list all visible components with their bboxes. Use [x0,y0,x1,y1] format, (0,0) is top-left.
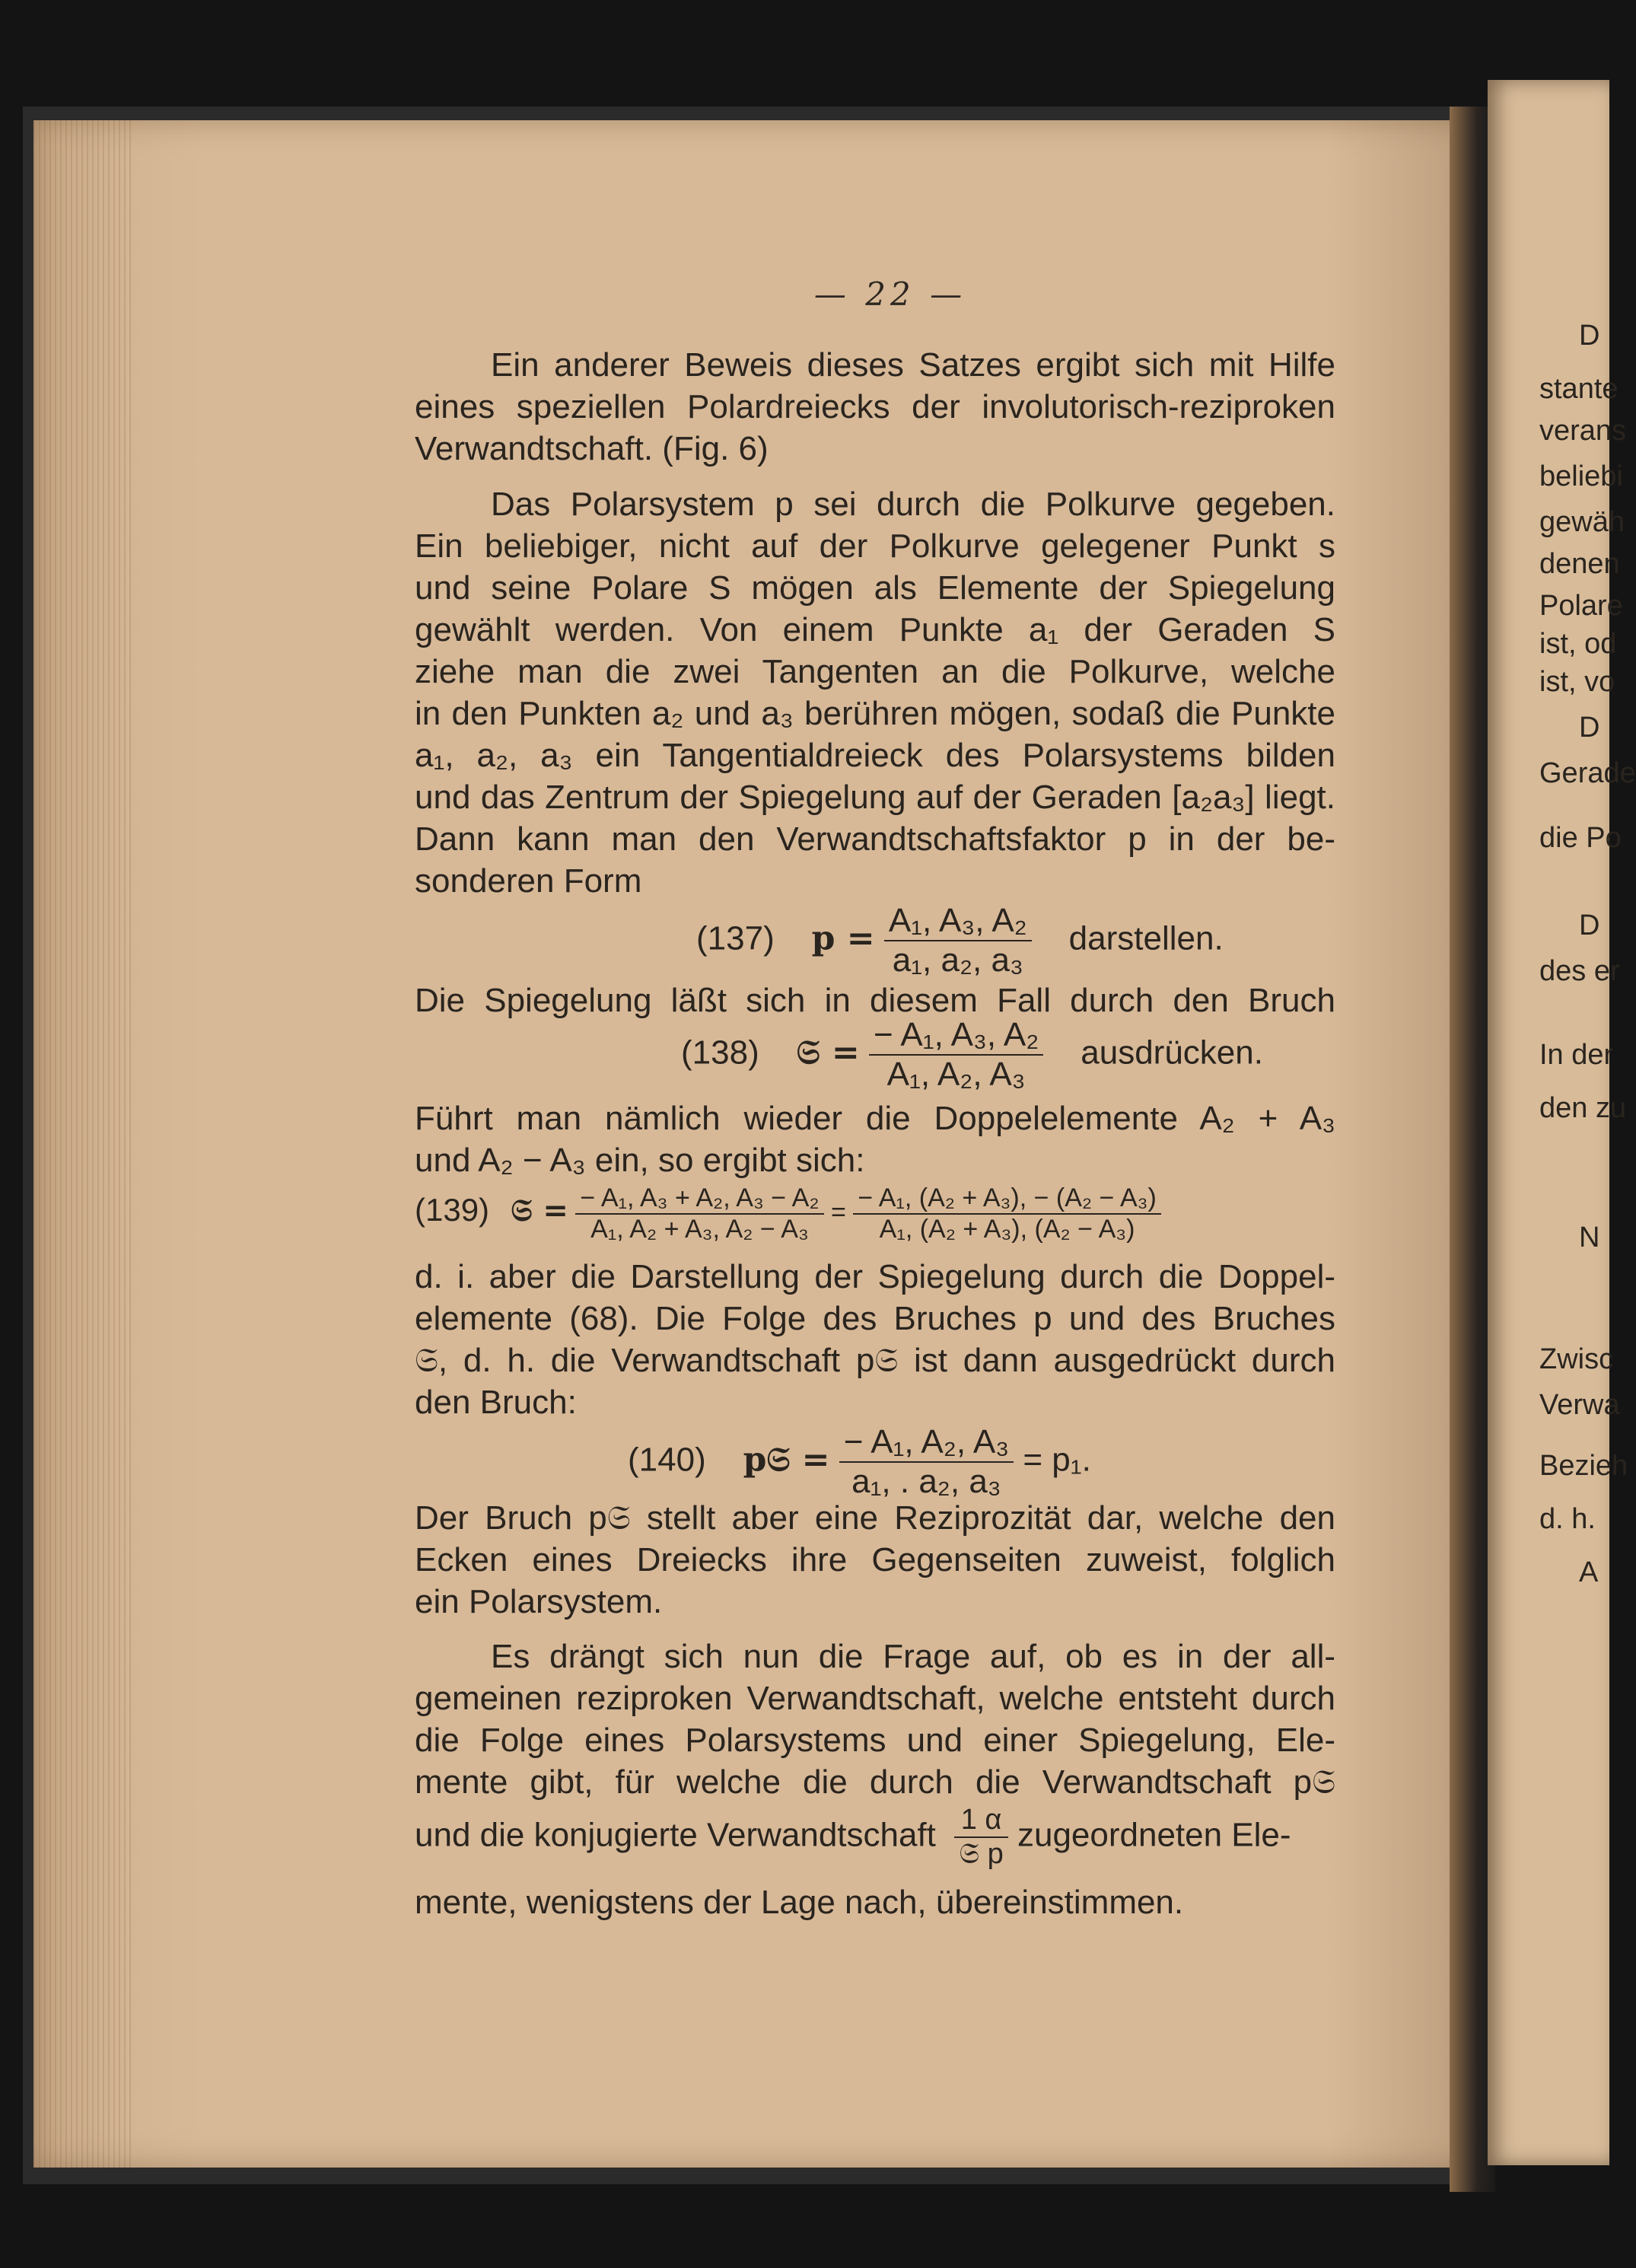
next-page-edge [1488,80,1636,2165]
fraction-numerator: − A₁, (A₂ + A₃), − (A₂ − A₃) [853,1183,1161,1215]
next-page-fragment: N [1579,1222,1600,1253]
text-line: Die Spiegelung läßt sich in diesem Fall durch den Bruch [415,982,1335,1019]
text-line: mente, wenigstens der Lage nach, übereinstimmen. [415,1884,1184,1921]
next-page-fragment: Polare [1539,590,1623,622]
text-line: Ein beliebiger, nicht auf der Polkurve gelegener Punkt s [415,527,1335,565]
text-line: Führt man nämlich wieder die Doppelelemente A₂ + A₃ [415,1100,1335,1137]
fraction-numerator: − A₁, A₃ + A₂, A₃ − A₂ [575,1183,823,1215]
next-page-fragment: d. h. [1539,1503,1596,1535]
equation-fraction [869,1016,1043,1094]
text-line: mente gibt, für welche die durch die Verwandtschaft p𝔖 [415,1763,1335,1801]
next-page-fragment: D [1579,909,1600,941]
equation-lhs: 𝔖 = [796,1033,860,1072]
text-line: Ein anderer Beweis dieses Satzes ergibt sich mit Hilfe [491,346,1335,384]
equation-139 [415,1183,1161,1244]
text-line: und seine Polare S mögen als Elemente der Spiegelung [415,569,1335,607]
fraction-denominator: a₁, . a₂, a₃ [851,1463,1001,1500]
text-line: Das Polarsystem p sei durch die Polkurve gegeben. [491,486,1335,523]
next-page-fragment: D [1579,320,1600,352]
next-page-fragment: Verwa [1539,1389,1620,1421]
fraction-numerator: − A₁, A₃, A₂ [869,1016,1043,1056]
next-page-fragment: In der [1539,1039,1614,1071]
next-page-fragment: A [1579,1556,1599,1588]
text-line: gemeinen reziproken Verwandtschaft, welche entsteht durch [415,1680,1335,1717]
page-fore-edge [33,120,132,2168]
fraction-numerator: A₁, A₃, A₂ [884,902,1032,941]
next-page-fragment: des er [1539,955,1620,987]
equation-fraction [839,1423,1014,1501]
text-line: Ecken eines Dreiecks ihre Gegenseiten zuweist, folglich [415,1541,1335,1578]
text-line: Es drängt sich nun die Frage auf, ob es in der all- [491,1638,1335,1675]
text-line: sonderen Form [415,862,642,900]
next-page-fragment: ist, vo [1539,666,1615,698]
text-line: Dann kann man den Verwandtschaftsfaktor p in der be- [415,820,1335,858]
equation-lhs: p𝔖 = [743,1440,830,1480]
equation-fraction [884,902,1032,980]
line-text-after: zugeordneten Ele- [1017,1816,1291,1854]
text-line: d. i. aber die Darstellung der Spiegelung durch die Doppel- [415,1258,1335,1295]
fraction-denominator: 𝔖 p [959,1838,1004,1870]
text-line: gewählt werden. Von einem Punkte a₁ der Geraden S [415,611,1335,648]
next-page-fragment: verans [1539,415,1627,447]
fraction-numerator: 1 α [954,1804,1007,1838]
equation-fraction [853,1183,1161,1244]
text-line: ein Polarsystem. [415,1583,663,1620]
next-page-fragment: gewäh [1539,506,1625,538]
equals-sign: = [831,1197,846,1227]
text-line: 𝔖, d. h. die Verwandtschaft p𝔖 ist dann ausgedrückt durch [415,1342,1335,1379]
text-line: eines speziellen Polardreiecks der involutorisch-reziproken [415,388,1335,425]
fraction-denominator: A₁, A₂ + A₃, A₂ − A₃ [590,1215,809,1244]
equation-number: (139) [415,1191,490,1228]
equation-140 [628,1423,1091,1501]
next-page-fragment: beliebi [1539,460,1623,492]
next-page-fragment: stante [1539,373,1618,405]
equation-suffix: darstellen. [1068,919,1224,957]
text-line: die Folge eines Polarsystems und einer Spiegelung, Ele- [415,1722,1335,1759]
text-line: und das Zentrum der Spiegelung auf der Geraden [a₂a₃] liegt. [415,779,1335,816]
text-line: Der Bruch p𝔖 stellt aber eine Reziprozität dar, welche den [415,1499,1335,1537]
equation-number: (137) [696,919,775,957]
next-page-fragment: D [1579,712,1600,744]
equation-fraction [575,1183,823,1244]
equation-suffix: ausdrücken. [1081,1034,1263,1072]
fraction-numerator: − A₁, A₂, A₃ [839,1423,1014,1463]
next-page-fragment: Gerade [1539,757,1636,789]
equation-137 [696,902,1224,980]
fraction-denominator: A₁, (A₂ + A₃), (A₂ − A₃) [879,1215,1135,1244]
equation-number: (138) [681,1034,759,1072]
equation-number: (140) [628,1441,706,1479]
text-line: Verwandtschaft. (Fig. 6) [415,430,769,467]
next-page-fragment: den zu [1539,1092,1627,1124]
next-page-fragment: Zwisc [1539,1343,1614,1375]
text-line: ziehe man die zwei Tangenten an die Polkurve, welche [415,653,1335,690]
next-page-fragment: denen [1539,548,1620,580]
fraction-denominator: A₁, A₂, A₃ [886,1056,1026,1093]
text-line: und A₂ − A₃ ein, so ergibt sich: [415,1142,865,1179]
next-page-fragment: die Po [1539,822,1622,854]
next-page-fragment: Bezieh [1539,1450,1628,1482]
inline-fraction [954,1804,1007,1871]
inline-fraction-line [415,1804,1335,1871]
text-line: elemente (68). Die Folge des Bruches p und des Bruches [415,1300,1335,1337]
text-line: in den Punkten a₂ und a₃ berühren mögen, sodaß die Punkte [415,695,1335,732]
equation-lhs: p = [811,919,875,958]
next-page-fragment: ist, od [1539,628,1617,660]
equation-lhs: 𝔖 = [511,1192,568,1228]
page-number: — 22 — [813,276,967,313]
text-line: a₁, a₂, a₃ ein Tangentialdreieck des Polarsystems bilden [415,737,1335,774]
equation-138 [681,1016,1263,1094]
line-text-before: und die konjugierte Verwandtschaft [415,1816,936,1854]
text-line: den Bruch: [415,1384,577,1421]
equation-rhs: = p₁. [1023,1441,1091,1479]
fraction-denominator: a₁, a₂, a₃ [892,941,1023,979]
